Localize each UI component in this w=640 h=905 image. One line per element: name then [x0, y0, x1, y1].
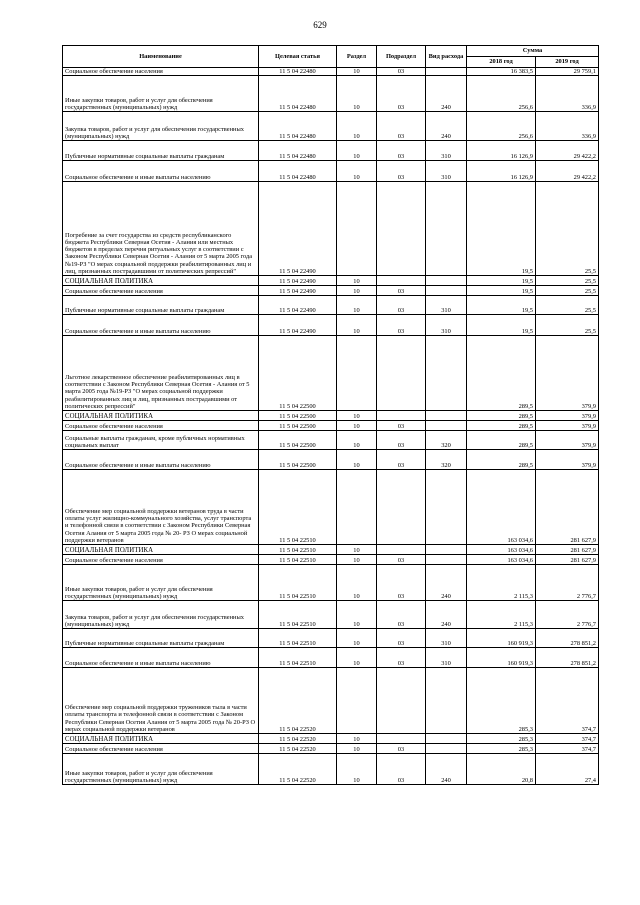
cell-section: 10	[337, 286, 377, 296]
cell-subsection: 03	[377, 648, 426, 668]
cell-target: 11 5 04 22510	[259, 545, 337, 555]
cell-section	[337, 470, 377, 545]
cell-expense-type	[426, 668, 467, 734]
cell-section: 10	[337, 315, 377, 336]
cell-name: Публичные нормативные социальные выплаты гражданам	[63, 296, 259, 315]
cell-subsection	[377, 545, 426, 555]
table-row	[63, 754, 599, 785]
cell-name: Социальное обеспечение населения	[63, 286, 259, 296]
cell-expense-type: 240	[426, 754, 467, 785]
cell-target: 11 5 04 22520	[259, 744, 337, 754]
cell-section: 10	[337, 141, 377, 161]
cell-section: 10	[337, 565, 377, 601]
table-row	[63, 744, 599, 754]
cell-subsection: 03	[377, 315, 426, 336]
cell-amount-2018: 2 115,3	[467, 601, 536, 629]
cell-section: 10	[337, 276, 377, 286]
cell-section: 10	[337, 555, 377, 565]
table-row	[63, 411, 599, 421]
cell-amount-2018: 289,5	[467, 411, 536, 421]
cell-amount-2018: 19,5	[467, 286, 536, 296]
cell-amount-2018: 2 115,3	[467, 565, 536, 601]
cell-expense-type	[426, 555, 467, 565]
cell-expense-type: 310	[426, 629, 467, 648]
cell-expense-type: 310	[426, 296, 467, 315]
cell-amount-2019: 281 627,9	[536, 555, 599, 565]
cell-name: Социальное обеспечение населения	[63, 555, 259, 565]
cell-amount-2018: 289,5	[467, 450, 536, 470]
cell-amount-2019: 374,7	[536, 734, 599, 744]
cell-target: 11 5 04 22520	[259, 668, 337, 734]
cell-section: 10	[337, 296, 377, 315]
cell-expense-type: 240	[426, 601, 467, 629]
cell-target: 11 5 04 22510	[259, 629, 337, 648]
header-expense-type: Вид расхода	[426, 46, 467, 68]
cell-target: 11 5 04 22480	[259, 68, 337, 76]
cell-amount-2018: 16 126,9	[467, 141, 536, 161]
table-row	[63, 668, 599, 734]
cell-subsection: 03	[377, 286, 426, 296]
cell-subsection: 03	[377, 112, 426, 141]
table-row	[63, 629, 599, 648]
cell-subsection	[377, 734, 426, 744]
cell-subsection	[377, 336, 426, 411]
cell-subsection: 03	[377, 744, 426, 754]
header-year-2018: 2018 год	[467, 57, 536, 68]
cell-section: 10	[337, 76, 377, 112]
cell-amount-2019: 379,9	[536, 450, 599, 470]
table-row	[63, 76, 599, 112]
cell-section: 10	[337, 450, 377, 470]
cell-section	[337, 336, 377, 411]
cell-name: Социальное обеспечение и иные выплаты населению	[63, 450, 259, 470]
cell-amount-2019: 25,5	[536, 286, 599, 296]
cell-section: 10	[337, 601, 377, 629]
cell-section: 10	[337, 68, 377, 76]
table-row	[63, 555, 599, 565]
cell-amount-2018: 19,5	[467, 296, 536, 315]
cell-target: 11 5 04 22490	[259, 182, 337, 276]
cell-amount-2018: 19,5	[467, 182, 536, 276]
cell-name: СОЦИАЛЬНАЯ ПОЛИТИКА	[63, 276, 259, 286]
cell-section: 10	[337, 431, 377, 450]
cell-section: 10	[337, 545, 377, 555]
cell-name: Иные закупки товаров, работ и услуг для обеспечения государственных (муниципальных) нужд	[63, 76, 259, 112]
cell-target: 11 5 04 22500	[259, 450, 337, 470]
cell-name: Льготное лекарственное обеспечение реабилитированных лиц в соответствии с Законом Республики Северная Осетия - Алания от 5 марта 2005 года №19-РЗ "О мерах социальной поддержки реабилитированных лиц и лиц, признанных пострадавшими от политических репрессий"	[63, 336, 259, 411]
cell-expense-type	[426, 286, 467, 296]
cell-name: Социальное обеспечение и иные выплаты населению	[63, 315, 259, 336]
table-row	[63, 68, 599, 76]
cell-subsection: 03	[377, 555, 426, 565]
cell-target: 11 5 04 22480	[259, 141, 337, 161]
cell-amount-2019: 25,5	[536, 182, 599, 276]
cell-amount-2018: 160 919,3	[467, 629, 536, 648]
header-name: Наименование	[63, 46, 259, 68]
header-target: Целевая статья	[259, 46, 337, 68]
cell-expense-type	[426, 470, 467, 545]
header-amount: Сумма	[467, 46, 599, 57]
cell-target: 11 5 04 22510	[259, 648, 337, 668]
cell-amount-2019: 29 422,2	[536, 161, 599, 182]
cell-subsection: 03	[377, 141, 426, 161]
cell-section	[337, 668, 377, 734]
cell-target: 11 5 04 22510	[259, 470, 337, 545]
cell-subsection	[377, 276, 426, 286]
cell-amount-2019: 379,9	[536, 336, 599, 411]
page-number: 629	[313, 20, 327, 30]
cell-expense-type	[426, 276, 467, 286]
cell-amount-2018: 19,5	[467, 315, 536, 336]
cell-amount-2018: 289,5	[467, 336, 536, 411]
table-row	[63, 141, 599, 161]
cell-amount-2019: 29 422,2	[536, 141, 599, 161]
cell-expense-type	[426, 734, 467, 744]
cell-section: 10	[337, 734, 377, 744]
cell-amount-2018: 285,3	[467, 734, 536, 744]
cell-name: Социальное обеспечение населения	[63, 744, 259, 754]
cell-target: 11 5 04 22490	[259, 286, 337, 296]
cell-amount-2018: 16 383,5	[467, 68, 536, 76]
table-row	[63, 470, 599, 545]
cell-section: 10	[337, 161, 377, 182]
cell-target: 11 5 04 22510	[259, 565, 337, 601]
cell-amount-2018: 256,6	[467, 76, 536, 112]
cell-target: 11 5 04 22490	[259, 315, 337, 336]
cell-subsection	[377, 668, 426, 734]
cell-section: 10	[337, 411, 377, 421]
cell-amount-2018: 256,6	[467, 112, 536, 141]
cell-name: Социальные выплаты гражданам, кроме публичных нормативных социальных выплат	[63, 431, 259, 450]
table-row	[63, 336, 599, 411]
cell-subsection	[377, 470, 426, 545]
cell-target: 11 5 04 22500	[259, 411, 337, 421]
cell-expense-type: 310	[426, 161, 467, 182]
cell-expense-type: 240	[426, 76, 467, 112]
cell-section: 10	[337, 112, 377, 141]
cell-subsection: 03	[377, 450, 426, 470]
cell-target: 11 5 04 22490	[259, 296, 337, 315]
header-subsection: Подраздел	[377, 46, 426, 68]
cell-name: Погребение за счет государства из средств республиканского бюджета Республики Северная Осетия - Алания или местных бюджетов в пределах перечня ритуальных услуг в соответствии с Законом Республики Северная Осетия - Алания от 5 марта 2005 года №19-РЗ "О мерах социальной поддержки реабилитированных лиц и лиц, признанных пострадавшими от политических репрессий"	[63, 182, 259, 276]
cell-amount-2018: 16 126,9	[467, 161, 536, 182]
cell-amount-2019: 281 627,9	[536, 545, 599, 555]
cell-amount-2019: 278 851,2	[536, 629, 599, 648]
table-row	[63, 734, 599, 744]
cell-amount-2019: 379,9	[536, 421, 599, 431]
cell-amount-2018: 285,3	[467, 668, 536, 734]
cell-subsection: 03	[377, 754, 426, 785]
cell-target: 11 5 04 22490	[259, 276, 337, 286]
table-row	[63, 565, 599, 601]
cell-expense-type	[426, 411, 467, 421]
cell-amount-2019: 25,5	[536, 276, 599, 286]
cell-section: 10	[337, 744, 377, 754]
cell-name: Публичные нормативные социальные выплаты гражданам	[63, 141, 259, 161]
cell-target: 11 5 04 22500	[259, 336, 337, 411]
cell-amount-2018: 160 919,3	[467, 648, 536, 668]
cell-amount-2019: 281 627,9	[536, 470, 599, 545]
cell-section: 10	[337, 421, 377, 431]
cell-target: 11 5 04 22480	[259, 76, 337, 112]
cell-subsection: 03	[377, 629, 426, 648]
cell-name: Иные закупки товаров, работ и услуг для обеспечения государственных (муниципальных) нужд	[63, 565, 259, 601]
cell-amount-2019: 336,9	[536, 112, 599, 141]
cell-amount-2019: 374,7	[536, 744, 599, 754]
cell-amount-2018: 20,8	[467, 754, 536, 785]
cell-target: 11 5 04 22520	[259, 734, 337, 744]
cell-target: 11 5 04 22480	[259, 112, 337, 141]
cell-expense-type	[426, 545, 467, 555]
cell-target: 11 5 04 22500	[259, 421, 337, 431]
table-row	[63, 431, 599, 450]
cell-subsection: 03	[377, 601, 426, 629]
cell-amount-2019: 29 759,1	[536, 68, 599, 76]
cell-amount-2018: 163 034,6	[467, 470, 536, 545]
cell-subsection: 03	[377, 296, 426, 315]
cell-amount-2019: 25,5	[536, 296, 599, 315]
cell-subsection	[377, 411, 426, 421]
cell-subsection: 03	[377, 161, 426, 182]
table-row	[63, 161, 599, 182]
cell-name: Социальное обеспечение и иные выплаты населению	[63, 161, 259, 182]
header-section: Раздел	[337, 46, 377, 68]
cell-expense-type	[426, 68, 467, 76]
cell-subsection: 03	[377, 431, 426, 450]
table-row	[63, 286, 599, 296]
cell-expense-type	[426, 744, 467, 754]
cell-amount-2019: 379,9	[536, 431, 599, 450]
cell-name: Социальное обеспечение и иные выплаты населению	[63, 648, 259, 668]
table-row	[63, 315, 599, 336]
cell-expense-type: 310	[426, 648, 467, 668]
cell-amount-2018: 285,3	[467, 744, 536, 754]
cell-name: Закупка товаров, работ и услуг для обеспечения государственных (муниципальных) нужд	[63, 601, 259, 629]
cell-expense-type: 320	[426, 431, 467, 450]
table-row	[63, 182, 599, 276]
cell-target: 11 5 04 22500	[259, 431, 337, 450]
cell-expense-type: 240	[426, 112, 467, 141]
cell-subsection	[377, 182, 426, 276]
table-row	[63, 421, 599, 431]
cell-amount-2019: 374,7	[536, 668, 599, 734]
cell-name: СОЦИАЛЬНАЯ ПОЛИТИКА	[63, 734, 259, 744]
cell-amount-2018: 163 034,6	[467, 555, 536, 565]
cell-name: Закупка товаров, работ и услуг для обеспечения государственных (муниципальных) нужд	[63, 112, 259, 141]
cell-name: Обеспечение мер социальной поддержки ветеранов труда в части оплаты услуг жилищно-коммунального хозяйства, услуг транспорта и телефонной связи в соответствии с Законом Республики Северная Осетия Алания от 5 марта 2005 года № 20- РЗ О мерах социальной поддержки ветеранов	[63, 470, 259, 545]
cell-amount-2018: 289,5	[467, 431, 536, 450]
cell-expense-type: 320	[426, 450, 467, 470]
cell-name: Публичные нормативные социальные выплаты гражданам	[63, 629, 259, 648]
cell-expense-type: 310	[426, 315, 467, 336]
table-body	[63, 68, 599, 785]
cell-subsection: 03	[377, 421, 426, 431]
cell-expense-type	[426, 182, 467, 276]
table-row	[63, 648, 599, 668]
cell-name: Обеспечение мер социальной поддержки тружеников тыла в части оплаты транспорта и телефонной связи в соответствии с Законом Республики Северная Осетия Алания от 5 марта 2005 года № 20-РЗ О мерах социальной поддержки ветеранов	[63, 668, 259, 734]
cell-target: 11 5 04 22510	[259, 601, 337, 629]
header-year-2019: 2019 год	[536, 57, 599, 68]
table-row	[63, 601, 599, 629]
cell-target: 11 5 04 22510	[259, 555, 337, 565]
cell-amount-2019: 25,5	[536, 315, 599, 336]
cell-name: СОЦИАЛЬНАЯ ПОЛИТИКА	[63, 545, 259, 555]
cell-amount-2019: 2 776,7	[536, 565, 599, 601]
cell-subsection: 03	[377, 76, 426, 112]
cell-section: 10	[337, 629, 377, 648]
cell-subsection: 03	[377, 68, 426, 76]
table-row	[63, 296, 599, 315]
cell-expense-type: 240	[426, 565, 467, 601]
cell-name: СОЦИАЛЬНАЯ ПОЛИТИКА	[63, 411, 259, 421]
cell-name: Социальное обеспечение населения	[63, 421, 259, 431]
table-row	[63, 112, 599, 141]
cell-amount-2018: 163 034,6	[467, 545, 536, 555]
table-row	[63, 545, 599, 555]
cell-expense-type	[426, 421, 467, 431]
cell-amount-2019: 278 851,2	[536, 648, 599, 668]
cell-section: 10	[337, 648, 377, 668]
cell-subsection: 03	[377, 565, 426, 601]
cell-name: Социальное обеспечение населения	[63, 68, 259, 76]
cell-expense-type: 310	[426, 141, 467, 161]
cell-amount-2019: 2 776,7	[536, 601, 599, 629]
table-row	[63, 276, 599, 286]
cell-section	[337, 182, 377, 276]
cell-amount-2018: 289,5	[467, 421, 536, 431]
cell-amount-2019: 379,9	[536, 411, 599, 421]
table-row	[63, 450, 599, 470]
cell-section: 10	[337, 754, 377, 785]
cell-amount-2019: 27,4	[536, 754, 599, 785]
cell-amount-2018: 19,5	[467, 276, 536, 286]
cell-expense-type	[426, 336, 467, 411]
budget-table	[62, 45, 599, 785]
cell-target: 11 5 04 22480	[259, 161, 337, 182]
cell-name: Иные закупки товаров, работ и услуг для обеспечения государственных (муниципальных) нужд	[63, 754, 259, 785]
cell-amount-2019: 336,9	[536, 76, 599, 112]
cell-target: 11 5 04 22520	[259, 754, 337, 785]
